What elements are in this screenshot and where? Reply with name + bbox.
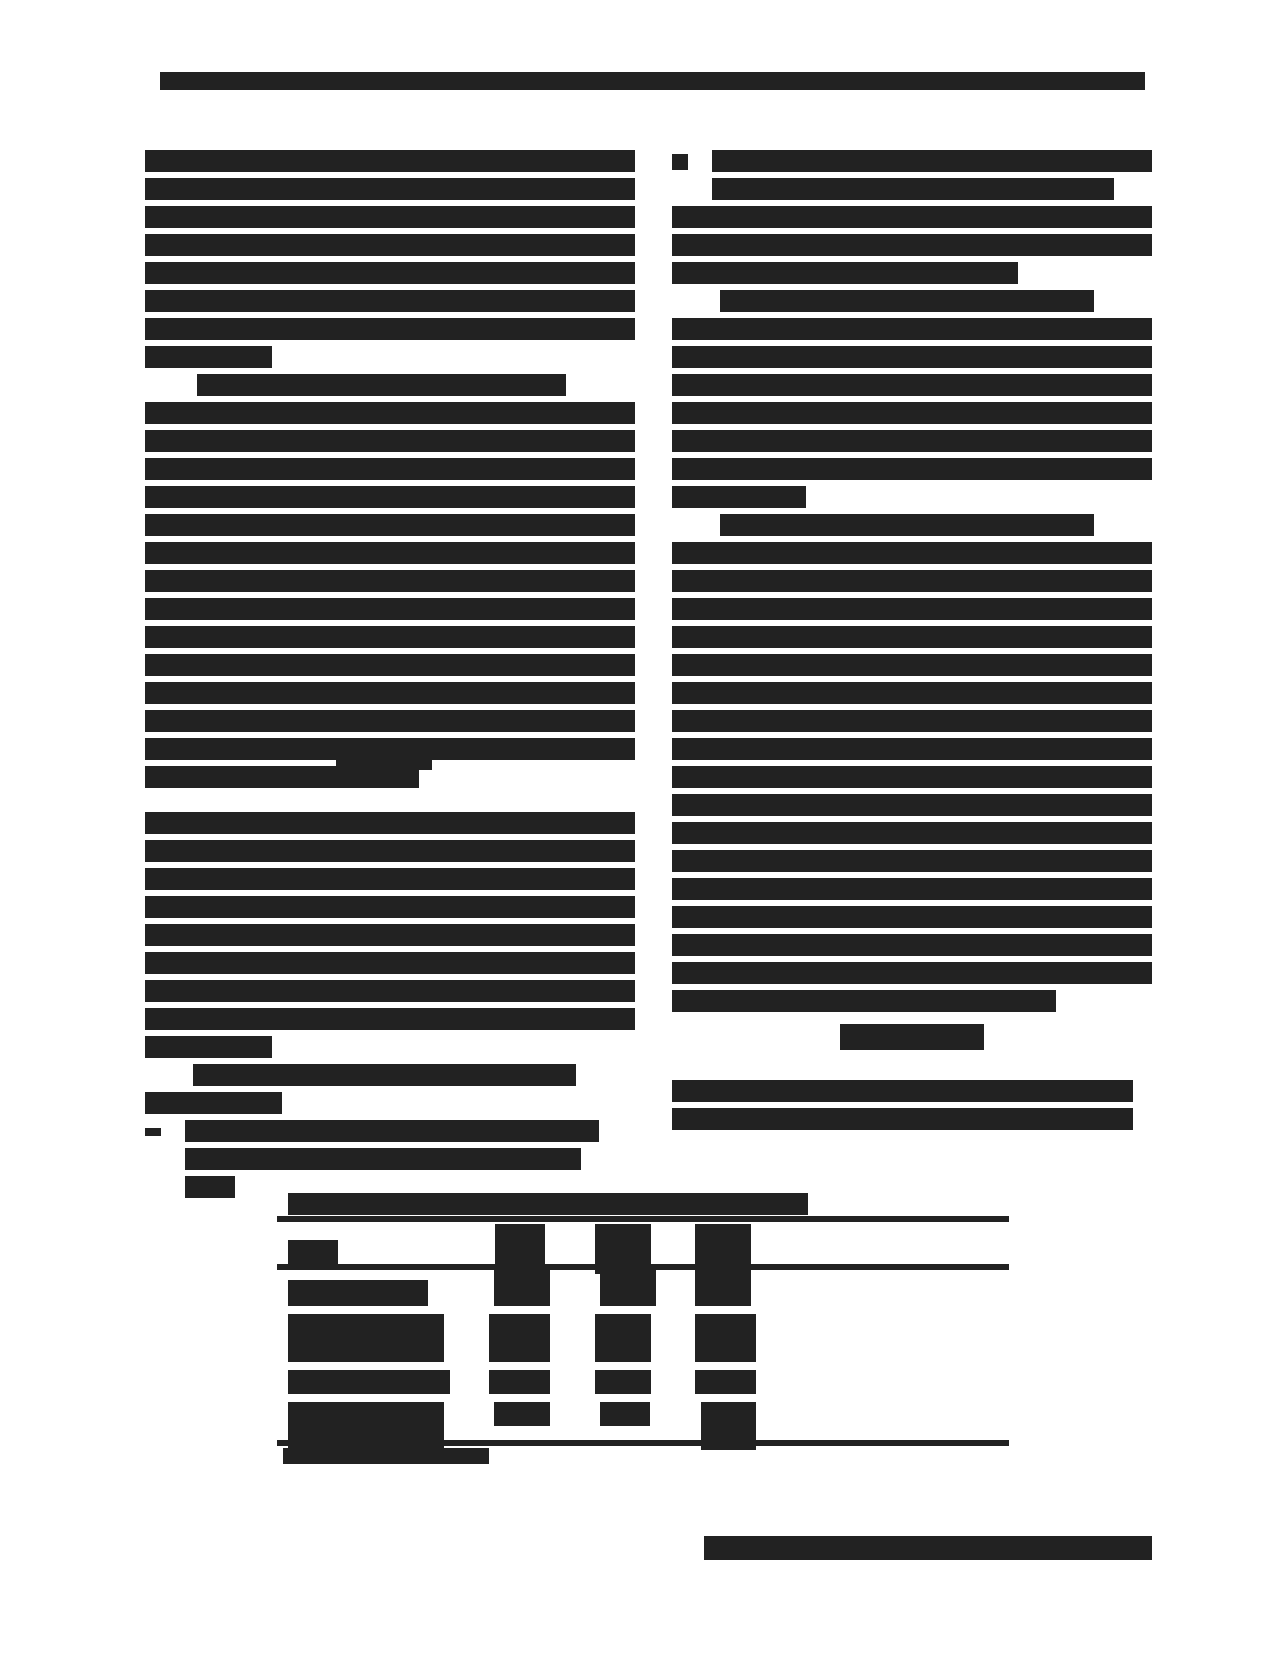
text-line [145, 1092, 282, 1114]
table-bottom-rule [277, 1440, 1009, 1446]
text-line [672, 878, 1152, 900]
text-line [672, 766, 1152, 788]
text-line [672, 402, 1152, 424]
table-row-1-v3 [695, 1270, 751, 1306]
text-line [145, 150, 635, 172]
text-line [145, 346, 272, 368]
text-line [145, 896, 635, 918]
text-line [672, 234, 1152, 256]
text-line [193, 1064, 576, 1086]
text-line [145, 514, 635, 536]
text-line [145, 430, 635, 452]
table-row-3-v1 [489, 1370, 550, 1394]
text-line [672, 710, 1152, 732]
text-line [145, 458, 635, 480]
text-line [672, 962, 1152, 984]
text-line [145, 178, 635, 200]
text-line [672, 794, 1152, 816]
text-line [672, 570, 1152, 592]
table-row-3-v3 [695, 1370, 756, 1394]
text-line [145, 290, 635, 312]
text-line [672, 374, 1152, 396]
table-row-1-label [288, 1280, 428, 1306]
text-line [145, 1008, 635, 1030]
section-heading-left-label [0, 0, 1, 1]
text-line [672, 990, 1056, 1012]
text-line [672, 906, 1152, 928]
table-header-label [288, 1240, 338, 1264]
text-line [145, 486, 635, 508]
table-footnote-text [0, 0, 1, 1]
text-line [672, 682, 1152, 704]
text-line [185, 1176, 235, 1198]
text-line [672, 626, 1152, 648]
table-caption-text [0, 0, 1, 1]
text-line [672, 318, 1152, 340]
table-row-3-v2 [595, 1370, 651, 1394]
text-line [720, 290, 1094, 312]
text-line [672, 262, 1018, 284]
text-line [145, 952, 635, 974]
bullet-icon [672, 154, 688, 170]
text-line [672, 458, 1152, 480]
text-line [145, 206, 635, 228]
text-line [720, 514, 1094, 536]
left-column [145, 150, 635, 794]
text-line [672, 346, 1152, 368]
text-line [672, 1080, 1133, 1102]
section-heading-left [336, 744, 432, 770]
text-line [672, 206, 1152, 228]
text-line [145, 924, 635, 946]
text-line [145, 542, 635, 564]
table-row-1-v2 [600, 1270, 656, 1306]
table-row-2-v3 [695, 1314, 756, 1362]
text-line [145, 868, 635, 890]
text-line [712, 178, 1114, 200]
text-line [672, 738, 1152, 760]
text-line [145, 234, 635, 256]
page-footer [704, 1536, 1152, 1560]
table-footnote [283, 1448, 489, 1464]
text-line [197, 374, 566, 396]
text-line [145, 626, 635, 648]
text-line [672, 486, 806, 508]
text-line [145, 318, 635, 340]
text-line [145, 262, 635, 284]
table-row-3-label [288, 1370, 450, 1394]
text-line [145, 598, 635, 620]
table-row-2-label [288, 1314, 444, 1362]
text-line [145, 1036, 272, 1058]
running-header-descender [180, 88, 880, 94]
text-line [672, 822, 1152, 844]
table-row-2-v1 [489, 1314, 550, 1362]
text-line [145, 682, 635, 704]
text-line [185, 1120, 599, 1142]
text-line [672, 598, 1152, 620]
text-line [712, 150, 1152, 172]
right-column [672, 150, 1152, 1018]
text-line [145, 402, 635, 424]
header-note [0, 0, 1, 1]
text-line [145, 654, 635, 676]
table-top-rule [277, 1216, 1009, 1222]
table-row-4-v1 [494, 1402, 550, 1426]
text-line [672, 934, 1152, 956]
table-row-1-v1 [494, 1270, 550, 1306]
text-line [145, 812, 635, 834]
text-line [672, 542, 1152, 564]
section-heading-right-label [0, 0, 1, 1]
text-line [145, 570, 635, 592]
text-line [145, 710, 635, 732]
table-caption [288, 1193, 808, 1215]
text-line [145, 980, 635, 1002]
section-heading-right [840, 1024, 984, 1050]
text-line [672, 654, 1152, 676]
text-line [185, 1148, 581, 1170]
text-line [672, 1108, 1133, 1130]
bullet-icon [145, 1128, 161, 1136]
text-line [672, 850, 1152, 872]
right-column-discussion [672, 1080, 1152, 1136]
left-column-results [145, 812, 635, 1204]
table-row-2-v2 [595, 1314, 651, 1362]
text-line [672, 430, 1152, 452]
text-line [145, 840, 635, 862]
table-row-4-v2 [600, 1402, 650, 1426]
